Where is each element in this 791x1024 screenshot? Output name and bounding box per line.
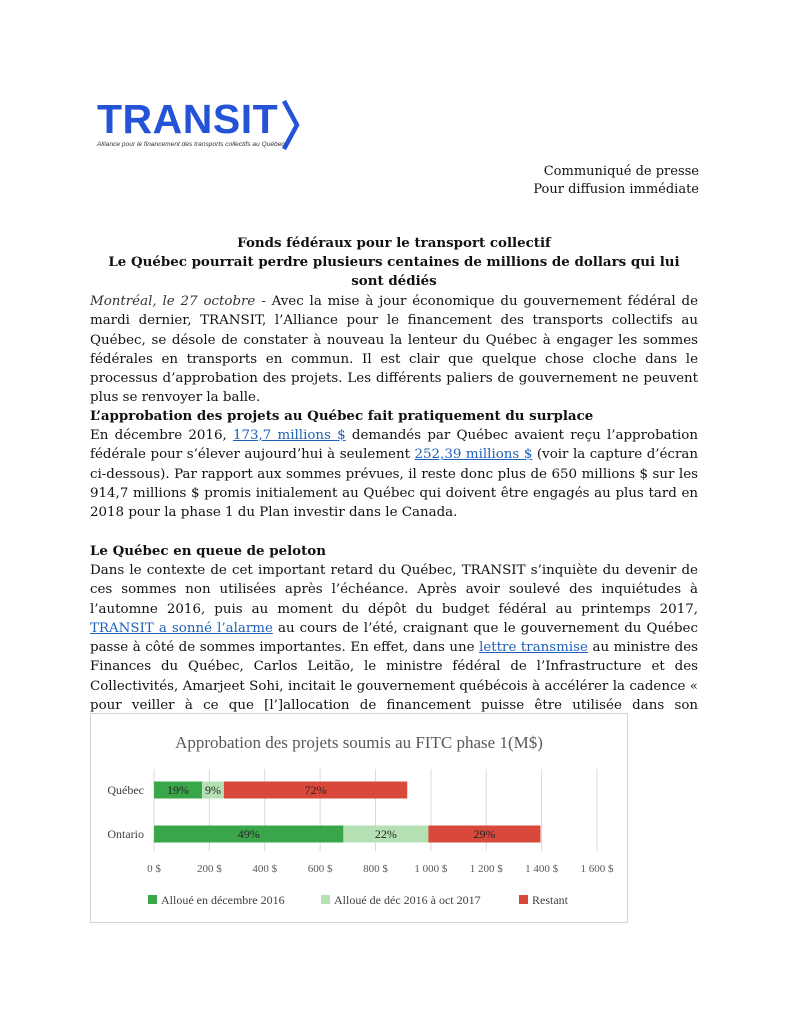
logo-wordmark: TRANSIT (97, 96, 279, 142)
chart-svg (91, 714, 627, 922)
section-2-text-c: au ministre des Finances du Québec, Carlos Leitão, le ministre fédéral de l’Infrastructure et des Collectivités, Amarjeet Sohi, incitait le gouvernement québécois à accélérer la cadence « pour veiller à ce que [l’]allocation de financement puisse être utilisée dans son (90, 640, 698, 714)
section-1-paragraph (90, 426, 698, 522)
data-label: 9% (204, 783, 221, 797)
section-2-text-a: Dans le contexte de cet important retard du Québec, TRANSIT s’inquiète du devenir de ces sommes non utilisées après l’échéance. Après avoir soulevé des inquiétudes à l’automne 2016, puis au moment du dépôt du budget fédéral au printemps 2017, (90, 563, 698, 617)
press-release-header (533, 163, 699, 199)
legend-label: Restant (532, 893, 568, 907)
link-transit-alarme[interactable]: TRANSIT a sonné l’alarme (90, 620, 273, 636)
section-2-title: Le Québec en queue de peloton (90, 543, 326, 559)
press-release-label: Communiqué de presse (543, 164, 699, 179)
intro-text: Avec la mise à jour économique du gouvernement fédéral de mardi dernier, TRANSIT, l’Alliance pour le financement des transports collectifs au Québec, se désole de constater à nouveau la lenteur du Québec à engager les sommes fédérales en transports en commun. Il est clair que quelque chose cloche dans le processus d’approbation des projets. Les différents paliers de gouvernement ne peuvent plus se renvoyer la balle. (90, 294, 699, 406)
link-lettre-transmise[interactable]: lettre transmise (479, 640, 588, 656)
data-label: 22% (374, 827, 397, 841)
data-label: 72% (304, 783, 327, 797)
x-tick-label: 1 200 $ (469, 863, 503, 875)
x-tick-label: 200 $ (197, 863, 222, 875)
section-1-text-c: (voir la capture d’écran ci-dessous). Par rapport aux sommes prévues, il reste donc plus de 650 millions $ sur les 914,7 millions $ promis initialement au Québec qui doivent être engagés au plus tard en 2018 pour la phase 1 du Plan investir dans le Canada. (90, 447, 698, 521)
x-tick-label: 1 400 $ (525, 863, 559, 875)
category-label: Ontario (107, 827, 144, 841)
data-label: 19% (167, 783, 190, 797)
x-tick-label: 800 $ (363, 863, 388, 875)
headline-line-2: Le Québec pourrait perdre plusieurs centaines de millions de dollars qui lui sont dédiés (108, 254, 680, 289)
transit-logo (97, 97, 312, 155)
legend-swatch (148, 895, 157, 904)
section-2-text-b: au cours de l’été, craignant que le gouvernement du Québec passe à côté de sommes importantes. En effet, dans une (90, 620, 698, 656)
approval-chart (90, 713, 628, 923)
x-tick-label: 1 000 $ (414, 863, 448, 875)
x-tick-label: 1 600 $ (580, 863, 614, 875)
headline-line-1: Fonds fédéraux pour le transport collectif (237, 235, 551, 251)
section-1-text-b: demandés par Québec avaient reçu l’approbation fédérale pour s’élever aujourd’hui à seulement (90, 428, 698, 463)
legend-label: Alloué en décembre 2016 (161, 893, 285, 907)
link-173-millions[interactable]: 173,7 millions $ (232, 428, 346, 443)
x-tick-label: 0 $ (147, 863, 161, 875)
section-1-title: L’approbation des projets au Québec fait pratiquement du surplace (90, 408, 594, 424)
immediate-release-label: Pour diffusion immédiate (533, 182, 699, 197)
data-label: 29% (473, 827, 496, 841)
logo-tagline: Alliance pour le financement des transports collectifs au Québec (97, 141, 285, 148)
intro-paragraph (90, 292, 698, 408)
dateline: Montréal, le 27 octobre - (90, 294, 266, 309)
link-252-millions[interactable]: 252,39 millions $ (414, 447, 533, 463)
section-1-text-a: En décembre 2016, (90, 428, 233, 443)
category-label: Québec (107, 783, 144, 797)
x-tick-label: 400 $ (252, 863, 278, 875)
x-tick-label: 600 $ (307, 863, 333, 875)
chart-title: Approbation des projets soumis au FITC phase 1(M$) (175, 733, 543, 752)
headline (90, 234, 698, 291)
data-label: 49% (237, 827, 260, 841)
section-2-paragraph (90, 561, 698, 735)
legend-swatch (519, 895, 528, 904)
legend-swatch (321, 895, 330, 904)
legend-label: Alloué de déc 2016 à oct 2017 (334, 893, 481, 907)
